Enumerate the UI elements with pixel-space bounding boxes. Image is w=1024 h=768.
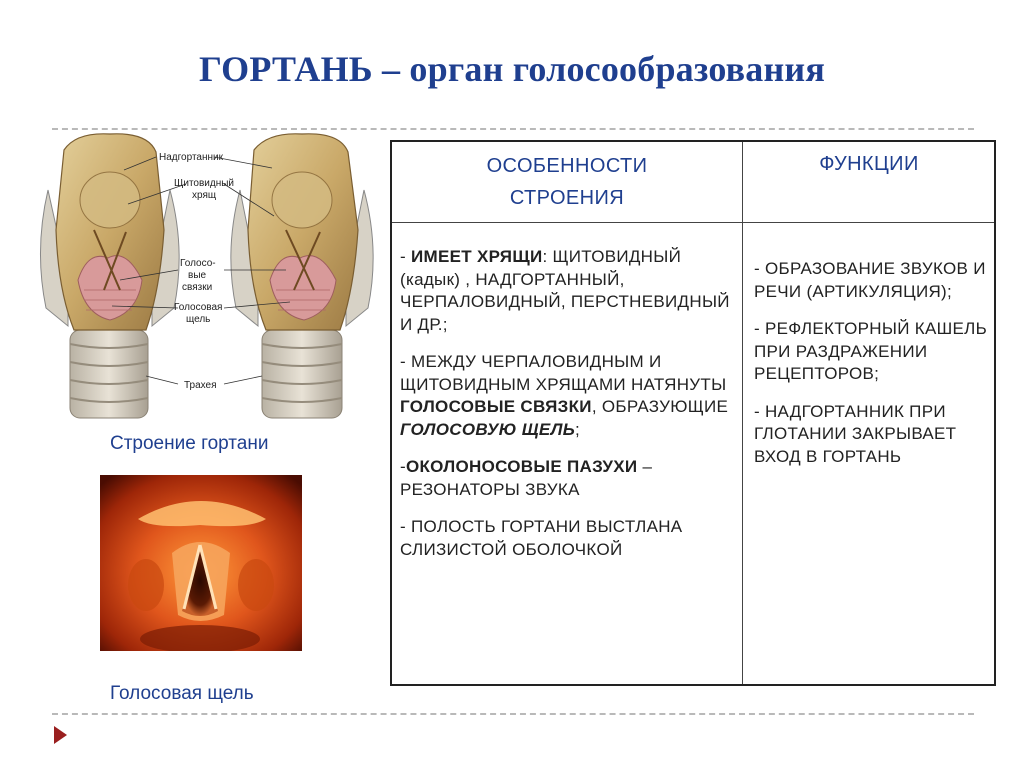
larynx-table xyxy=(390,140,996,686)
text-bold: ГОЛОСОВЫЕ СВЯЗКИ xyxy=(400,397,592,416)
label-glottis-2: щель xyxy=(186,314,211,325)
structure-column xyxy=(400,246,740,576)
header-structure xyxy=(392,150,742,214)
text-start: - МЕЖДУ ЧЕРПАЛОВИДНЫМ И ЩИТОВИДНЫМ ХРЯЩАМИ НАТЯНУТЫ xyxy=(400,352,727,394)
glottis-photo xyxy=(100,475,302,651)
text-bold-italic: ГОЛОСОВУЮ ЩЕЛЬ xyxy=(400,419,576,439)
structure-cartilages xyxy=(400,246,740,336)
text-end: ; xyxy=(575,419,581,439)
text-prefix: - xyxy=(400,247,411,266)
text-mid: , ОБРАЗУЮЩИЕ xyxy=(591,397,729,416)
function-cough: - РЕФЛЕКТОРНЫЙ КАШЕЛЬ ПРИ РАЗДРАЖЕНИИ РЕЦЕПТОРОВ; xyxy=(754,319,988,383)
label-thyroid-1: Щитовидный xyxy=(174,178,235,189)
text-prefix: - xyxy=(400,457,406,476)
text-rest: – РЕЗОНАТОРЫ ЗВУКА xyxy=(400,457,653,499)
glottis-image xyxy=(100,475,302,651)
function-sound: - ОБРАЗОВАНИЕ ЗВУКОВ И РЕЧИ (АРТИКУЛЯЦИЯ); xyxy=(754,259,986,301)
header-structure-line-1: ОСОБЕННОСТИ xyxy=(486,155,648,177)
text-bold: ИМЕЕТ ХРЯЩИ xyxy=(410,247,543,266)
table-column-divider xyxy=(742,142,743,684)
label-thyroid-2: хрящ xyxy=(192,190,217,201)
label-cords-3: связки xyxy=(182,282,213,293)
larynx-back-view xyxy=(231,134,373,418)
structure-mucosa: - ПОЛОСТЬ ГОРТАНИ ВЫСТЛАНА СЛИЗИСТОЙ ОБОЛОЧКОЙ xyxy=(400,517,683,559)
header-structure-line-2: СТРОЕНИЯ xyxy=(509,187,625,209)
structure-sinuses xyxy=(400,456,740,501)
larynx-drawing xyxy=(28,130,380,428)
label-cords-2: вые xyxy=(188,270,207,281)
caption-larynx-structure: Строение гортани xyxy=(110,433,269,454)
larynx-structure-illustration xyxy=(28,130,380,428)
caption-glottis: Голосовая щель xyxy=(110,683,254,704)
structure-vocal-cords xyxy=(400,351,740,441)
next-slide-arrow-icon[interactable] xyxy=(54,726,67,744)
table-header-divider xyxy=(392,222,994,223)
text-bold: ОКОЛОНОСОВЫЕ ПАЗУХИ xyxy=(405,457,638,476)
label-epiglottis: Надгортанник xyxy=(159,152,223,163)
larynx-front-view xyxy=(40,134,179,418)
text-rest: : ЩИТОВИДНЫЙ (кадык) , НАДГОРТАННЫЙ, ЧЕРПАЛОВИДНЫЙ, ПЕРСТНЕВИДНЫЙ И ДР.; xyxy=(400,247,730,334)
label-cords-1: Голосо- xyxy=(180,258,216,269)
functions-column xyxy=(754,258,994,483)
label-trachea: Трахея xyxy=(184,380,217,391)
bottom-divider xyxy=(52,713,974,715)
slide-title: ГОРТАНЬ – орган голосообразования xyxy=(198,49,826,89)
function-epiglottis: - НАДГОРТАННИК ПРИ ГЛОТАНИИ ЗАКРЫВАЕТ ВХОД В ГОРТАНЬ xyxy=(754,401,957,466)
header-functions: ФУНКЦИИ xyxy=(819,153,919,175)
label-glottis-1: Голосовая xyxy=(174,302,223,313)
